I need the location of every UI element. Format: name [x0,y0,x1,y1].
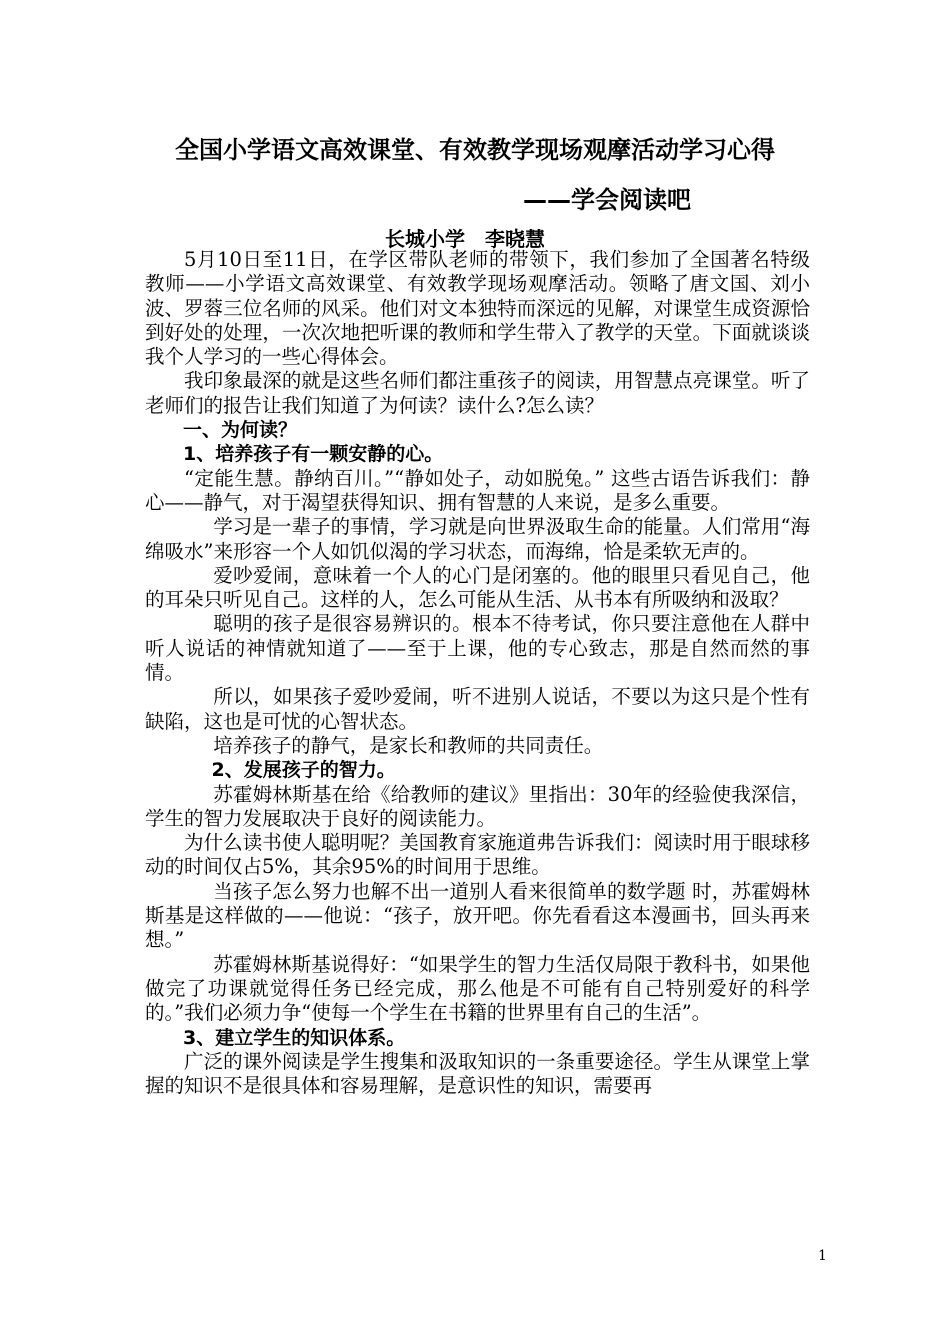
page-number: 1 [818,1248,827,1264]
document-body [145,248,810,1098]
paragraph-why-reading-smart: 为什么读书使人聪明呢？美国教育家施道弗告诉我们：阅读时用于眼球移动的时间仅占5%，其余95%的时间用于思维。 [145,831,810,879]
author-line: 长城小学 李晓慧 [385,227,545,251]
paragraph-intro: 5月10日至11日，在学区带队老师的带领下，我们参加了全国著名特级教师——小学语文高效课堂、有效教学现场观摩活动。领略了唐文国、刘小波、罗蓉三位名师的风采。他们对文本独特而深远的见解，对课堂生成资源恰到好处的处理，一次次地把听课的教师和学生带入了教学的天堂。下面就谈谈我个人学习的一些心得体会。 [145,248,810,369]
paragraph-ancient-sayings: “定能生慧。静纳百川。”“静如处子，动如脱兔。” 这些古语告诉我们：静心——静气，对于渴望获得知识、拥有智慧的人来说，是多么重要。 [145,466,810,514]
subheading-intelligence: 2、发展孩子的智力。 [211,759,396,782]
paragraph-responsibility: 培养孩子的静气，是家长和教师的共同责任。 [213,733,604,757]
paragraph-extracurricular: 广泛的课外阅读是学生搜集和汲取知识的一条重要途径。学生从课堂上掌握的知识不是很具体和容易理解，是意识性的知识，需要再 [145,1049,810,1098]
subheading-quiet-heart: 1、培养孩子有一颗安静的心。 [183,443,444,466]
paragraph-math-problem: 当孩子怎么努力也解不出一道别人看来很简单的数学题 时，苏霍姆林斯基是这样做的——他说：“孩子，放开吧。你先看看这本漫画书，回头再来想。” [145,879,810,952]
paragraph-so: 所以，如果孩子爱吵爱闹，听不进别人说话，不要以为这只是个性有缺陷，这也是可忧的心智状态。 [145,685,810,733]
paragraph-noisy: 爱吵爱闹，意味着一个人的心门是闭塞的。他的眼里只看见自己，他的耳朵只听见自己。这样的人，怎么可能从生活、从书本有所吸纳和汲取？ [145,563,810,612]
paragraph-impression: 我印象最深的就是这些名师们都注重孩子的阅读，用智慧点亮课堂。听了老师们的报告让我们知道了为何读？读什么?怎么读？ [145,369,810,417]
paragraph-lifelong-learning: 学习是一辈子的事情，学习就是向世界汲取生命的能量。人们常用“海绵吸水”来形容一个人如饥似渴的学习状态，而海绵，恰是柔软无声的。 [145,515,810,563]
paragraph-smart-child: 聪明的孩子是很容易辨识的。根本不待考试，你只要注意他在人群中听人说话的神情就知道了——至于上课，他的专心致志，那是自然而然的事情。 [145,612,810,685]
subheading-knowledge-system: 3、建立学生的知识体系。 [183,1026,406,1049]
paragraph-sukhomlinsky-quote: 苏霍姆林斯基说得好：“如果学生的智力生活仅局限于教科书，如果他做完了功课就觉得任务已经完成，那么他是不可能有自己特别爱好的科学的。”我们必须力争“使每一个学生在书籍的世界里有自己的生活”。 [145,952,810,1025]
document-subtitle: ——学会阅读吧 [523,186,691,214]
paragraph-sukhomlinsky-advice: 苏霍姆林斯基在给《给教师的建议》里指出：30年的经验使我深信，学生的智力发展取决于良好的阅读能力。 [145,782,810,830]
document-title: 全国小学语文高效课堂、有效教学现场观摩活动学习心得 [175,136,775,164]
section-heading-why-read: 一、为何读？ [183,419,298,442]
